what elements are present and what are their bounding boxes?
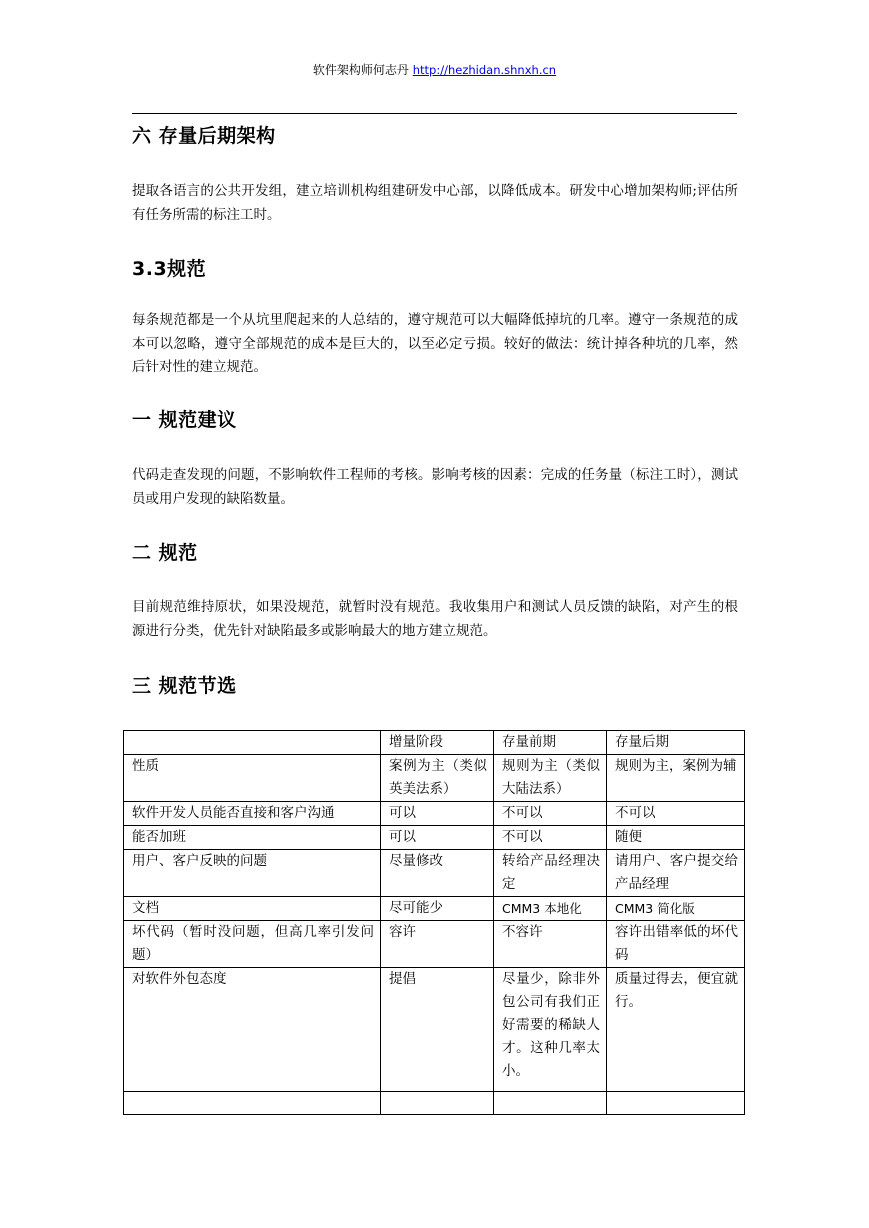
table-cell: 案例为主（类似英美法系） [381, 755, 494, 802]
table-row [124, 755, 745, 802]
table-cell: 不可以 [494, 802, 607, 826]
table-cell: 坏代码（暂时没问题，但高几率引发问题） [124, 921, 381, 968]
section-heading-spec: 3.3规范 [132, 258, 207, 280]
table-cell: 不可以 [607, 802, 745, 826]
table-cell: 不可以 [494, 826, 607, 850]
table-row [124, 897, 745, 921]
table-cell: 质量过得去，便宜就行。 [607, 968, 745, 1092]
section-paragraph-spec-advice: 代码走查发现的问题，不影响软件工程师的考核。影响考核的因素：完成的任务量（标注工时），测试员或用户发现的缺陷数量。 [132, 467, 738, 507]
table-row [124, 1092, 745, 1115]
table-cell: CMM3 本地化 [494, 897, 607, 921]
section-paragraph-architecture: 提取各语言的公共开发组，建立培训机构组建研发中心部，以降低成本。研发中心增加架构师;评估所有任务所需的标注工时。 [132, 183, 738, 223]
table-cell: 对软件外包态度 [124, 968, 381, 1092]
section-heading-architecture: 六 存量后期架构 [132, 125, 276, 147]
table-cell: 尽量少，除非外包公司有我们正好需要的稀缺人才。这种几率太小。 [494, 968, 607, 1092]
header-link[interactable]: http://hezhidan.shnxh.cn [412, 63, 557, 77]
table-cell [381, 1092, 494, 1115]
table-cell: 不容许 [494, 921, 607, 968]
table-cell: 可以 [381, 802, 494, 826]
table-cell: 规则为主，案例为辅 [607, 755, 745, 802]
section-heading-spec-two: 二 规范 [132, 542, 198, 564]
table-cell: 用户、客户反映的问题 [124, 850, 381, 897]
section-paragraph-spec: 每条规范都是一个从坑里爬起来的人总结的，遵守规范可以大幅降低掉坑的几率。遵守一条规范的成本可以忽略，遵守全部规范的成本是巨大的，以至必定亏损。较好的做法：统计掉各种坑的几率，然后针对性的建立规范。 [132, 312, 738, 375]
table-cell: 容许出错率低的坏代码 [607, 921, 745, 968]
section-paragraph-spec-two: 目前规范维持原状，如果没规范，就暂时没有规范。我收集用户和测试人员反馈的缺陷，对产生的根源进行分类，优先针对缺陷最多或影响最大的地方建立规范。 [132, 599, 738, 639]
table-cell: 容许 [381, 921, 494, 968]
table-cell: 能否加班 [124, 826, 381, 850]
table-header-cell [124, 731, 381, 755]
table-cell: 随便 [607, 826, 745, 850]
table-cell: 转给产品经理决定 [494, 850, 607, 897]
table-row [124, 968, 745, 1092]
section-heading-spec-advice: 一 规范建议 [132, 409, 237, 431]
table-row [124, 826, 745, 850]
table-cell [607, 1092, 745, 1115]
section-heading-spec-excerpt: 三 规范节选 [132, 675, 237, 697]
spec-comparison-table [123, 730, 745, 1115]
table-cell: 尽量修改 [381, 850, 494, 897]
table-cell: 请用户、客户提交给产品经理 [607, 850, 745, 897]
table-cell: 性质 [124, 755, 381, 802]
table-header-cell: 存量前期 [494, 731, 607, 755]
table-row [124, 921, 745, 968]
header-rule [132, 113, 737, 114]
table-row [124, 850, 745, 897]
page-header [0, 62, 869, 78]
table-cell: 软件开发人员能否直接和客户沟通 [124, 802, 381, 826]
table-cell [124, 1092, 381, 1115]
table-header-cell: 存量后期 [607, 731, 745, 755]
table-cell: CMM3 简化版 [607, 897, 745, 921]
table-cell: 文档 [124, 897, 381, 921]
table-cell: 规则为主（类似大陆法系） [494, 755, 607, 802]
table-row [124, 802, 745, 826]
table-cell: 提倡 [381, 968, 494, 1092]
table-header-row [124, 731, 745, 755]
table-header-cell: 增量阶段 [381, 731, 494, 755]
table-cell: 可以 [381, 826, 494, 850]
table-cell [494, 1092, 607, 1115]
table-cell: 尽可能少 [381, 897, 494, 921]
header-author: 软件架构师何志丹 [312, 63, 409, 77]
